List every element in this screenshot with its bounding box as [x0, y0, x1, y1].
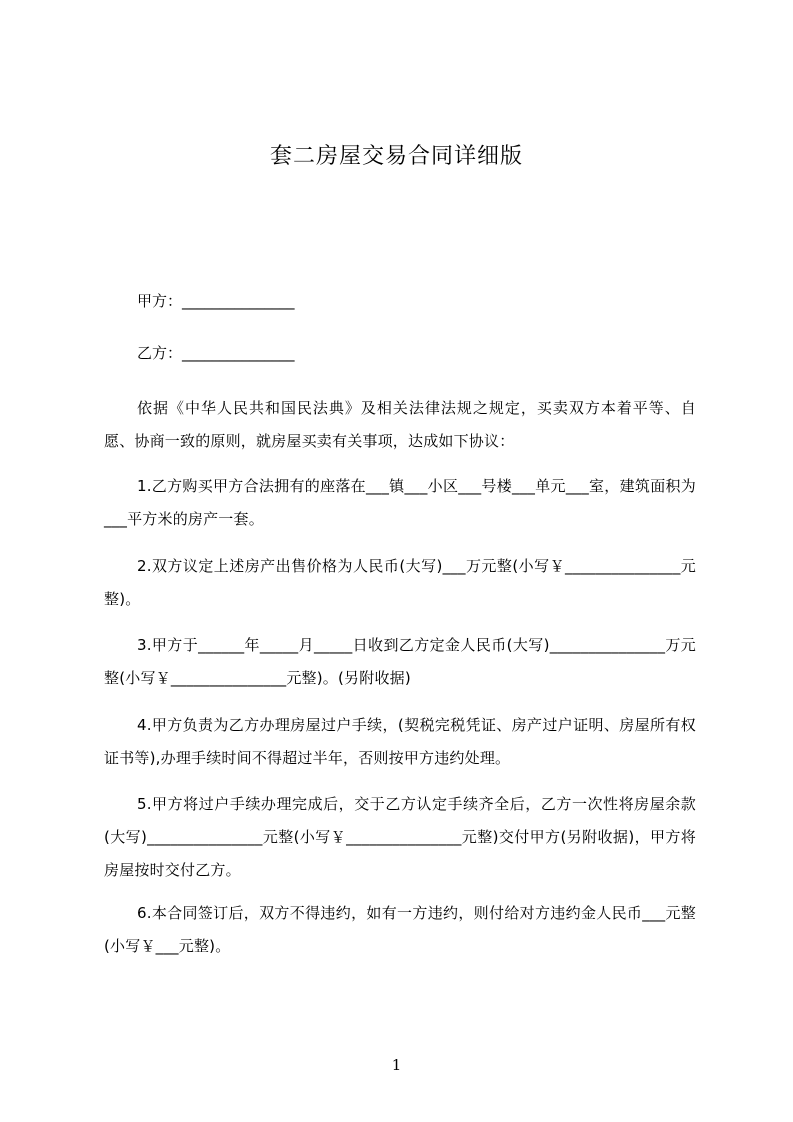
- clause-4-paragraph: 4.甲方负责为乙方办理房屋过户手续，(契税完税凭证、房产过户证明、房屋所有权证书等),办理手续时间不得超过半年，否则按甲方违约处理。: [104, 716, 696, 767]
- clause-3-paragraph: 3.甲方于______年_____月_____日收到乙方定金人民币(大写)_______________万元整(小写￥_______________元整)。(另附收据): [104, 636, 696, 687]
- page-number: 1: [391, 1056, 402, 1074]
- clause-2-paragraph: 2.双方议定上述房产出售价格为人民币(大写)___万元整(小写￥_______________元整)。: [104, 557, 696, 608]
- preamble-paragraph: 依据《中华人民共和国民法典》及相关法律法规之规定，买卖双方本着平等、自愿、协商一致的原则，就房屋买卖有关事项，达成如下协议：: [104, 399, 696, 450]
- party-a-line: 甲方：_______________: [137, 292, 295, 310]
- document-title: 套二房屋交易合同详细版: [269, 144, 523, 169]
- clause-1-paragraph: 1.乙方购买甲方合法拥有的座落在___镇___小区___号楼___单元___室，建筑面积为___平方米的房产一套。: [104, 477, 696, 528]
- clause-6-paragraph: 6.本合同签订后，双方不得违约，如有一方违约，则付给对方违约金人民币___元整(小写￥___元整)。: [104, 904, 696, 955]
- party-b-line: 乙方：_______________: [137, 344, 295, 362]
- clause-5-paragraph: 5.甲方将过户手续办理完成后，交于乙方认定手续齐全后，乙方一次性将房屋余款(大写)_______________元整(小写￥_______________元整)交付甲方(另附收据)，甲方将房屋按时交付乙方。: [104, 795, 696, 879]
